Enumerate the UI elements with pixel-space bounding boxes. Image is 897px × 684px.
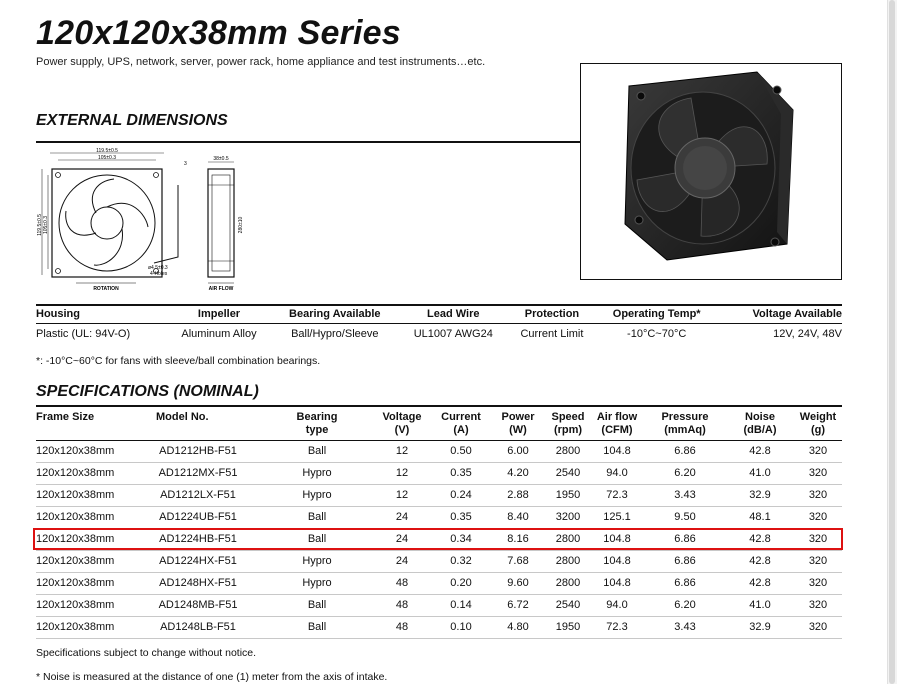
table-cell: 48 [372,594,432,616]
dim-width-outer: 119.5±0.5 [96,148,118,154]
fan-photo-hub-cap [683,146,727,190]
spec-header-cell [490,406,546,440]
mount-hole [56,173,61,178]
table-cell: 24 [372,528,432,550]
housing-header-cell: Bearing Available [271,305,398,323]
housing-value-cell: -10°C~70°C [627,328,687,341]
table-cell: AD1224HX-F51 [134,550,262,572]
spec-header-label: Current [441,411,481,423]
table-cell: 2.88 [490,484,546,506]
spec-header-unit: (A) [453,424,469,436]
table-cell: 48.1 [726,506,794,528]
dim-side-length: 280±10 [238,216,244,234]
spec-header-cell [36,406,134,440]
table-cell: 320 [794,594,842,616]
table-row-highlighted [36,528,842,550]
table-cell: 0.10 [432,616,490,638]
mount-hole [56,269,61,274]
fan-frame-side-inner [212,175,230,271]
table-cell: 2540 [546,462,590,484]
fan-photo-mount-hole [637,92,645,100]
dim-height-inner: 105±0.3 [43,215,49,235]
table-row [36,484,842,506]
table-cell: 24 [372,550,432,572]
table-cell: 8.40 [490,506,546,528]
spec-header-unit: (rpm) [553,424,583,436]
spec-header-label: Power [501,411,535,423]
table-cell: 6.20 [644,594,726,616]
product-photo [580,63,842,280]
table-cell: 104.8 [590,572,644,594]
rotation-label: ROTATION [93,286,119,292]
spec-header-unit: type [305,424,329,436]
spec-header-label: Weight [799,411,837,423]
table-cell: 6.86 [644,550,726,572]
housing-header-row [36,305,842,323]
specifications-table [36,405,842,639]
table-cell: 120x120x38mm [36,616,134,638]
table-cell: 94.0 [590,594,644,616]
mount-hole [154,173,159,178]
table-cell: 320 [794,506,842,528]
table-cell: 320 [794,484,842,506]
table-cell: 94.0 [590,462,644,484]
spec-header-label: Frame Size [36,411,95,423]
table-cell: 12 [372,484,432,506]
table-row [36,462,842,484]
table-cell: 41.0 [726,462,794,484]
table-cell: 120x120x38mm [36,484,134,506]
table-cell: Hypro [262,572,372,594]
table-cell: 0.24 [432,484,490,506]
spec-header-cell [794,406,842,440]
table-cell: 104.8 [590,528,644,550]
table-cell: 32.9 [726,616,794,638]
table-cell: 0.34 [432,528,490,550]
table-row [36,572,842,594]
table-cell: Hypro [262,484,372,506]
table-cell: 42.8 [726,572,794,594]
spec-header-cell [590,406,644,440]
scrollbar-track[interactable] [887,0,897,684]
table-cell: Ball [262,506,372,528]
housing-header-cell: Protection [508,305,595,323]
dimension-drawing [36,145,276,293]
spec-header-label: Pressure [661,411,709,423]
table-cell: 6.86 [644,528,726,550]
table-cell: 6.86 [644,440,726,462]
table-cell: 41.0 [726,594,794,616]
table-cell: 4.80 [490,616,546,638]
change-notice: Specifications subject to change without notice. [36,647,257,659]
housing-header-cell: Housing [36,305,167,323]
table-cell: 12 [372,440,432,462]
table-row [36,506,842,528]
table-cell: 3.43 [644,484,726,506]
table-cell: Hypro [262,550,372,572]
spec-header-row [36,406,842,440]
table-cell: 6.20 [644,462,726,484]
table-cell: AD1212LX-F51 [134,484,262,506]
table-cell: 72.3 [590,484,644,506]
table-cell: 2800 [546,572,590,594]
page-title: 120x120x38mm Series [36,14,401,52]
spec-header-label: Model No. [156,411,209,423]
table-cell: 6.72 [490,594,546,616]
spec-body [36,440,842,638]
housing-value-cell: UL1007 AWG24 [413,328,493,341]
table-cell: 0.20 [432,572,490,594]
table-row [36,594,842,616]
spec-header-label: Air flow [596,411,638,423]
table-cell: 320 [794,550,842,572]
table-cell: Ball [262,528,372,550]
airflow-label: AIR FLOW [208,286,234,292]
table-cell: 42.8 [726,440,794,462]
table-cell: 104.8 [590,550,644,572]
table-cell: 9.60 [490,572,546,594]
table-cell: 7.68 [490,550,546,572]
lead-wire [154,185,178,263]
housing-header-cell: Voltage Available [718,305,842,323]
table-cell: AD1248HX-F51 [134,572,262,594]
table-cell: Hypro [262,462,372,484]
spec-header-unit: (W) [509,424,527,436]
spec-header-unit: (dB/A) [743,424,777,436]
spec-header-unit: (mmAq) [664,424,706,436]
table-cell: 2540 [546,594,590,616]
table-cell: 0.14 [432,594,490,616]
table-cell: 42.8 [726,550,794,572]
table-cell: Ball [262,594,372,616]
table-cell: 0.35 [432,506,490,528]
table-cell: 0.50 [432,440,490,462]
table-cell: 320 [794,440,842,462]
table-cell: 4.20 [490,462,546,484]
table-cell: 8.16 [490,528,546,550]
housing-value-cell: 12V, 24V, 48V [773,328,842,341]
table-cell: 12 [372,462,432,484]
table-cell: 125.1 [590,506,644,528]
table-cell: 120x120x38mm [36,440,134,462]
page-subtitle: Power supply, UPS, network, server, power rack, home appliance and test instruments…etc. [36,56,486,68]
table-cell: 24 [372,506,432,528]
table-cell: AD1248MB-F51 [134,594,262,616]
table-cell: Ball [262,616,372,638]
dim-width-inner: 105±0.3 [97,155,117,161]
housing-header-cell: Impeller [167,305,271,323]
table-cell: AD1224HB-F51 [134,528,262,550]
table-cell: 1950 [546,616,590,638]
table-cell: 320 [794,528,842,550]
table-cell: 120x120x38mm [36,506,134,528]
housing-table [36,304,842,345]
table-cell: 72.3 [590,616,644,638]
dim-depth: 38±0.5 [213,156,229,162]
dim-holes-count: 4-Holes [150,271,168,277]
table-cell: 104.8 [590,440,644,462]
spec-header-unit: (CFM) [601,424,633,436]
table-row [36,616,842,638]
table-cell: 48 [372,572,432,594]
fan-photo-mount-hole [773,86,781,94]
table-cell: 32.9 [726,484,794,506]
fan-shroud [59,175,155,271]
housing-header-cell: Operating Temp* [596,305,718,323]
table-cell: 2800 [546,440,590,462]
section-divider [36,141,580,143]
scrollbar-thumb[interactable] [889,0,895,684]
table-cell: 2800 [546,550,590,572]
housing-value-cell: Current Limit [520,328,584,341]
table-cell: 120x120x38mm [36,594,134,616]
spec-header-cell [644,406,726,440]
specifications-heading: SPECIFICATIONS (NOMINAL) [36,383,259,400]
housing-value-row [36,323,842,345]
table-cell: 6.00 [490,440,546,462]
table-cell: 3.43 [644,616,726,638]
table-cell: 0.35 [432,462,490,484]
external-dimensions-heading: EXTERNAL DIMENSIONS [36,112,228,129]
dim-holes: ø4.5±0.3 [148,265,168,271]
table-cell: Ball [262,440,372,462]
spec-header-unit: (g) [810,424,826,436]
table-cell: 2800 [546,528,590,550]
table-cell: AD1212MX-F51 [134,462,262,484]
housing-value-cell: Plastic (UL: 94V-O) [36,328,131,341]
table-cell: 320 [794,462,842,484]
table-cell: 42.8 [726,528,794,550]
table-cell: 48 [372,616,432,638]
table-cell: AD1212HB-F51 [134,440,262,462]
spec-header-label: Noise [745,411,775,423]
table-cell: 120x120x38mm [36,572,134,594]
table-cell: 120x120x38mm [36,550,134,572]
table-cell: 6.86 [644,572,726,594]
spec-header-cell [432,406,490,440]
table-cell: 120x120x38mm [36,528,134,550]
table-cell: 1950 [546,484,590,506]
spec-header-label: Bearing [296,411,338,423]
housing-value-cell: Ball/Hypro/Sleeve [291,328,379,341]
housing-header-cell: Lead Wire [398,305,508,323]
fan-photo-mount-hole [771,238,779,246]
spec-header-cell [134,406,262,440]
spec-header-label: Speed [551,411,585,423]
table-cell: AD1224UB-F51 [134,506,262,528]
table-cell: 0.32 [432,550,490,572]
fan-photo-illustration [581,64,841,279]
noise-notice: * Noise is measured at the distance of one (1) meter from the axis of intake. [36,671,388,683]
housing-value-cell: Aluminum Alloy [181,328,257,341]
table-cell: 120x120x38mm [36,462,134,484]
spec-header-label: Voltage [382,411,422,423]
table-cell: 9.50 [644,506,726,528]
dim-three: 3 [184,161,187,167]
spec-header-cell [726,406,794,440]
spec-header-unit: (V) [394,424,410,436]
table-row [36,440,842,462]
table-cell: 320 [794,616,842,638]
table-row [36,550,842,572]
table-cell: AD1248LB-F51 [134,616,262,638]
spec-header-cell [546,406,590,440]
fan-frame-front [52,169,162,277]
table-cell: 3200 [546,506,590,528]
spec-header-cell [262,406,372,440]
fan-photo-mount-hole [635,216,643,224]
table-cell: 320 [794,572,842,594]
temp-footnote: *: -10°C~60°C for fans with sleeve/ball combination bearings. [36,355,321,367]
dim-height-outer: 119.5±0.5 [37,214,43,236]
spec-header-cell [372,406,432,440]
fan-blade [107,203,148,227]
